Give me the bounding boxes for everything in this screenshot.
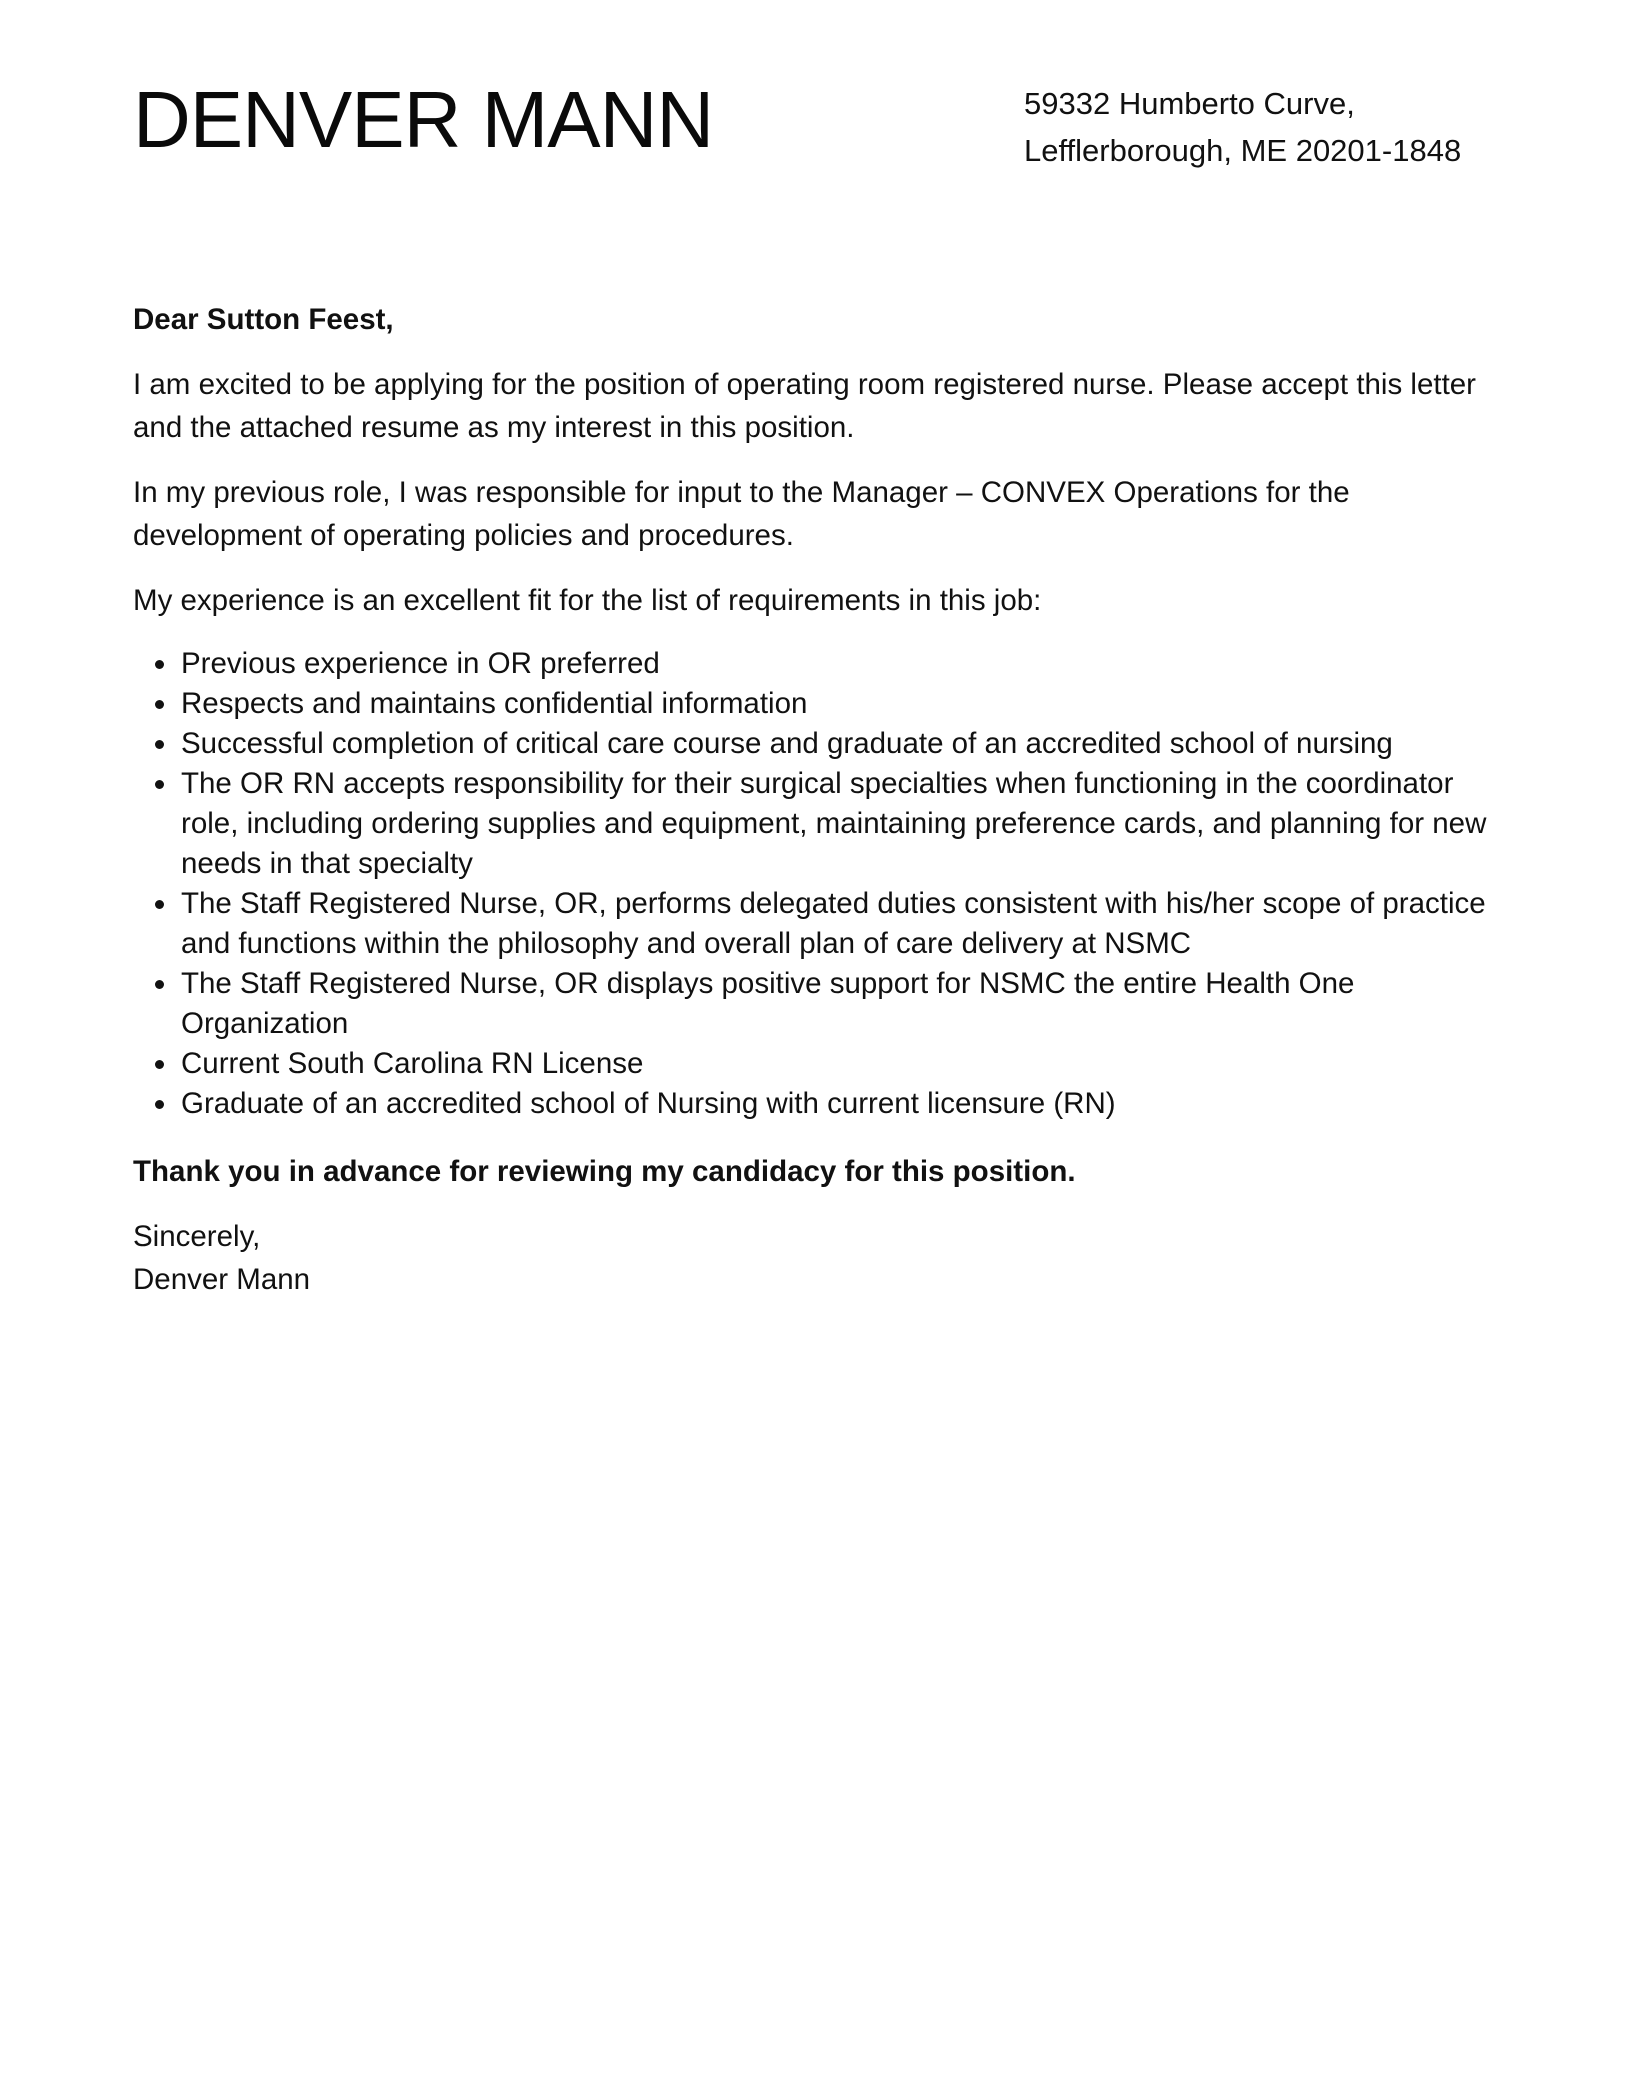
bullet-icon	[155, 980, 164, 989]
list-item-text: Successful completion of critical care course and graduate of an accredited school of nursing	[181, 727, 1393, 760]
list-item	[133, 644, 1503, 684]
closing-statement: Thank you in advance for reviewing my candidacy for this position.	[133, 1155, 1076, 1188]
list-item-text: Respects and maintains confidential information	[181, 687, 808, 720]
address-line-1: 59332 Humberto Curve,	[1024, 86, 1355, 121]
requirements-list	[133, 644, 1503, 1124]
requirements-intro-paragraph: My experience is an excellent fit for the list of requirements in this job:	[133, 584, 1042, 617]
list-item	[133, 724, 1503, 764]
list-item-text: The Staff Registered Nurse, OR displays positive support for NSMC the entire Health One Organization	[181, 967, 1355, 1040]
list-item-text: The OR RN accepts responsibility for their surgical specialties when functioning in the coordinator role, including ordering supplies and equipment, maintaining preference cards, and planning for new needs in that specialty	[181, 767, 1487, 880]
list-item	[133, 1044, 1503, 1084]
signoff-block	[133, 1215, 1503, 1301]
applicant-address	[1024, 80, 1461, 174]
list-item	[133, 764, 1503, 884]
list-item-text: Previous experience in OR preferred	[181, 647, 660, 680]
applicant-name: DENVER MANN	[133, 75, 714, 164]
signoff: Sincerely,	[133, 1220, 261, 1253]
bullet-icon	[155, 1060, 164, 1069]
bullet-icon	[155, 900, 164, 909]
signature-name: Denver Mann	[133, 1263, 311, 1296]
bullet-icon	[155, 740, 164, 749]
letter-body	[133, 298, 1503, 1301]
bullet-icon	[155, 660, 164, 669]
bullet-icon	[155, 700, 164, 709]
list-item-text: Graduate of an accredited school of Nursing with current licensure (RN)	[181, 1087, 1116, 1120]
list-item-text: Current South Carolina RN License	[181, 1047, 644, 1080]
bullet-icon	[155, 1100, 164, 1109]
previous-role-paragraph: In my previous role, I was responsible for input to the Manager – CONVEX Operations for the development of operating policies and procedures.	[133, 476, 1350, 552]
list-item	[133, 1084, 1503, 1124]
bullet-icon	[155, 780, 164, 789]
list-item-text: The Staff Registered Nurse, OR, performs delegated duties consistent with his/her scope of practice and functions within the philosophy and overall plan of care delivery at NSMC	[181, 887, 1486, 960]
list-item	[133, 884, 1503, 964]
list-item	[133, 684, 1503, 724]
salutation: Dear Sutton Feest,	[133, 303, 394, 336]
list-item	[133, 964, 1503, 1044]
intro-paragraph: I am excited to be applying for the position of operating room registered nurse. Please accept this letter and the attached resume as my interest in this position.	[133, 368, 1476, 444]
address-line-2: Lefflerborough, ME 20201-1848	[1024, 133, 1462, 168]
